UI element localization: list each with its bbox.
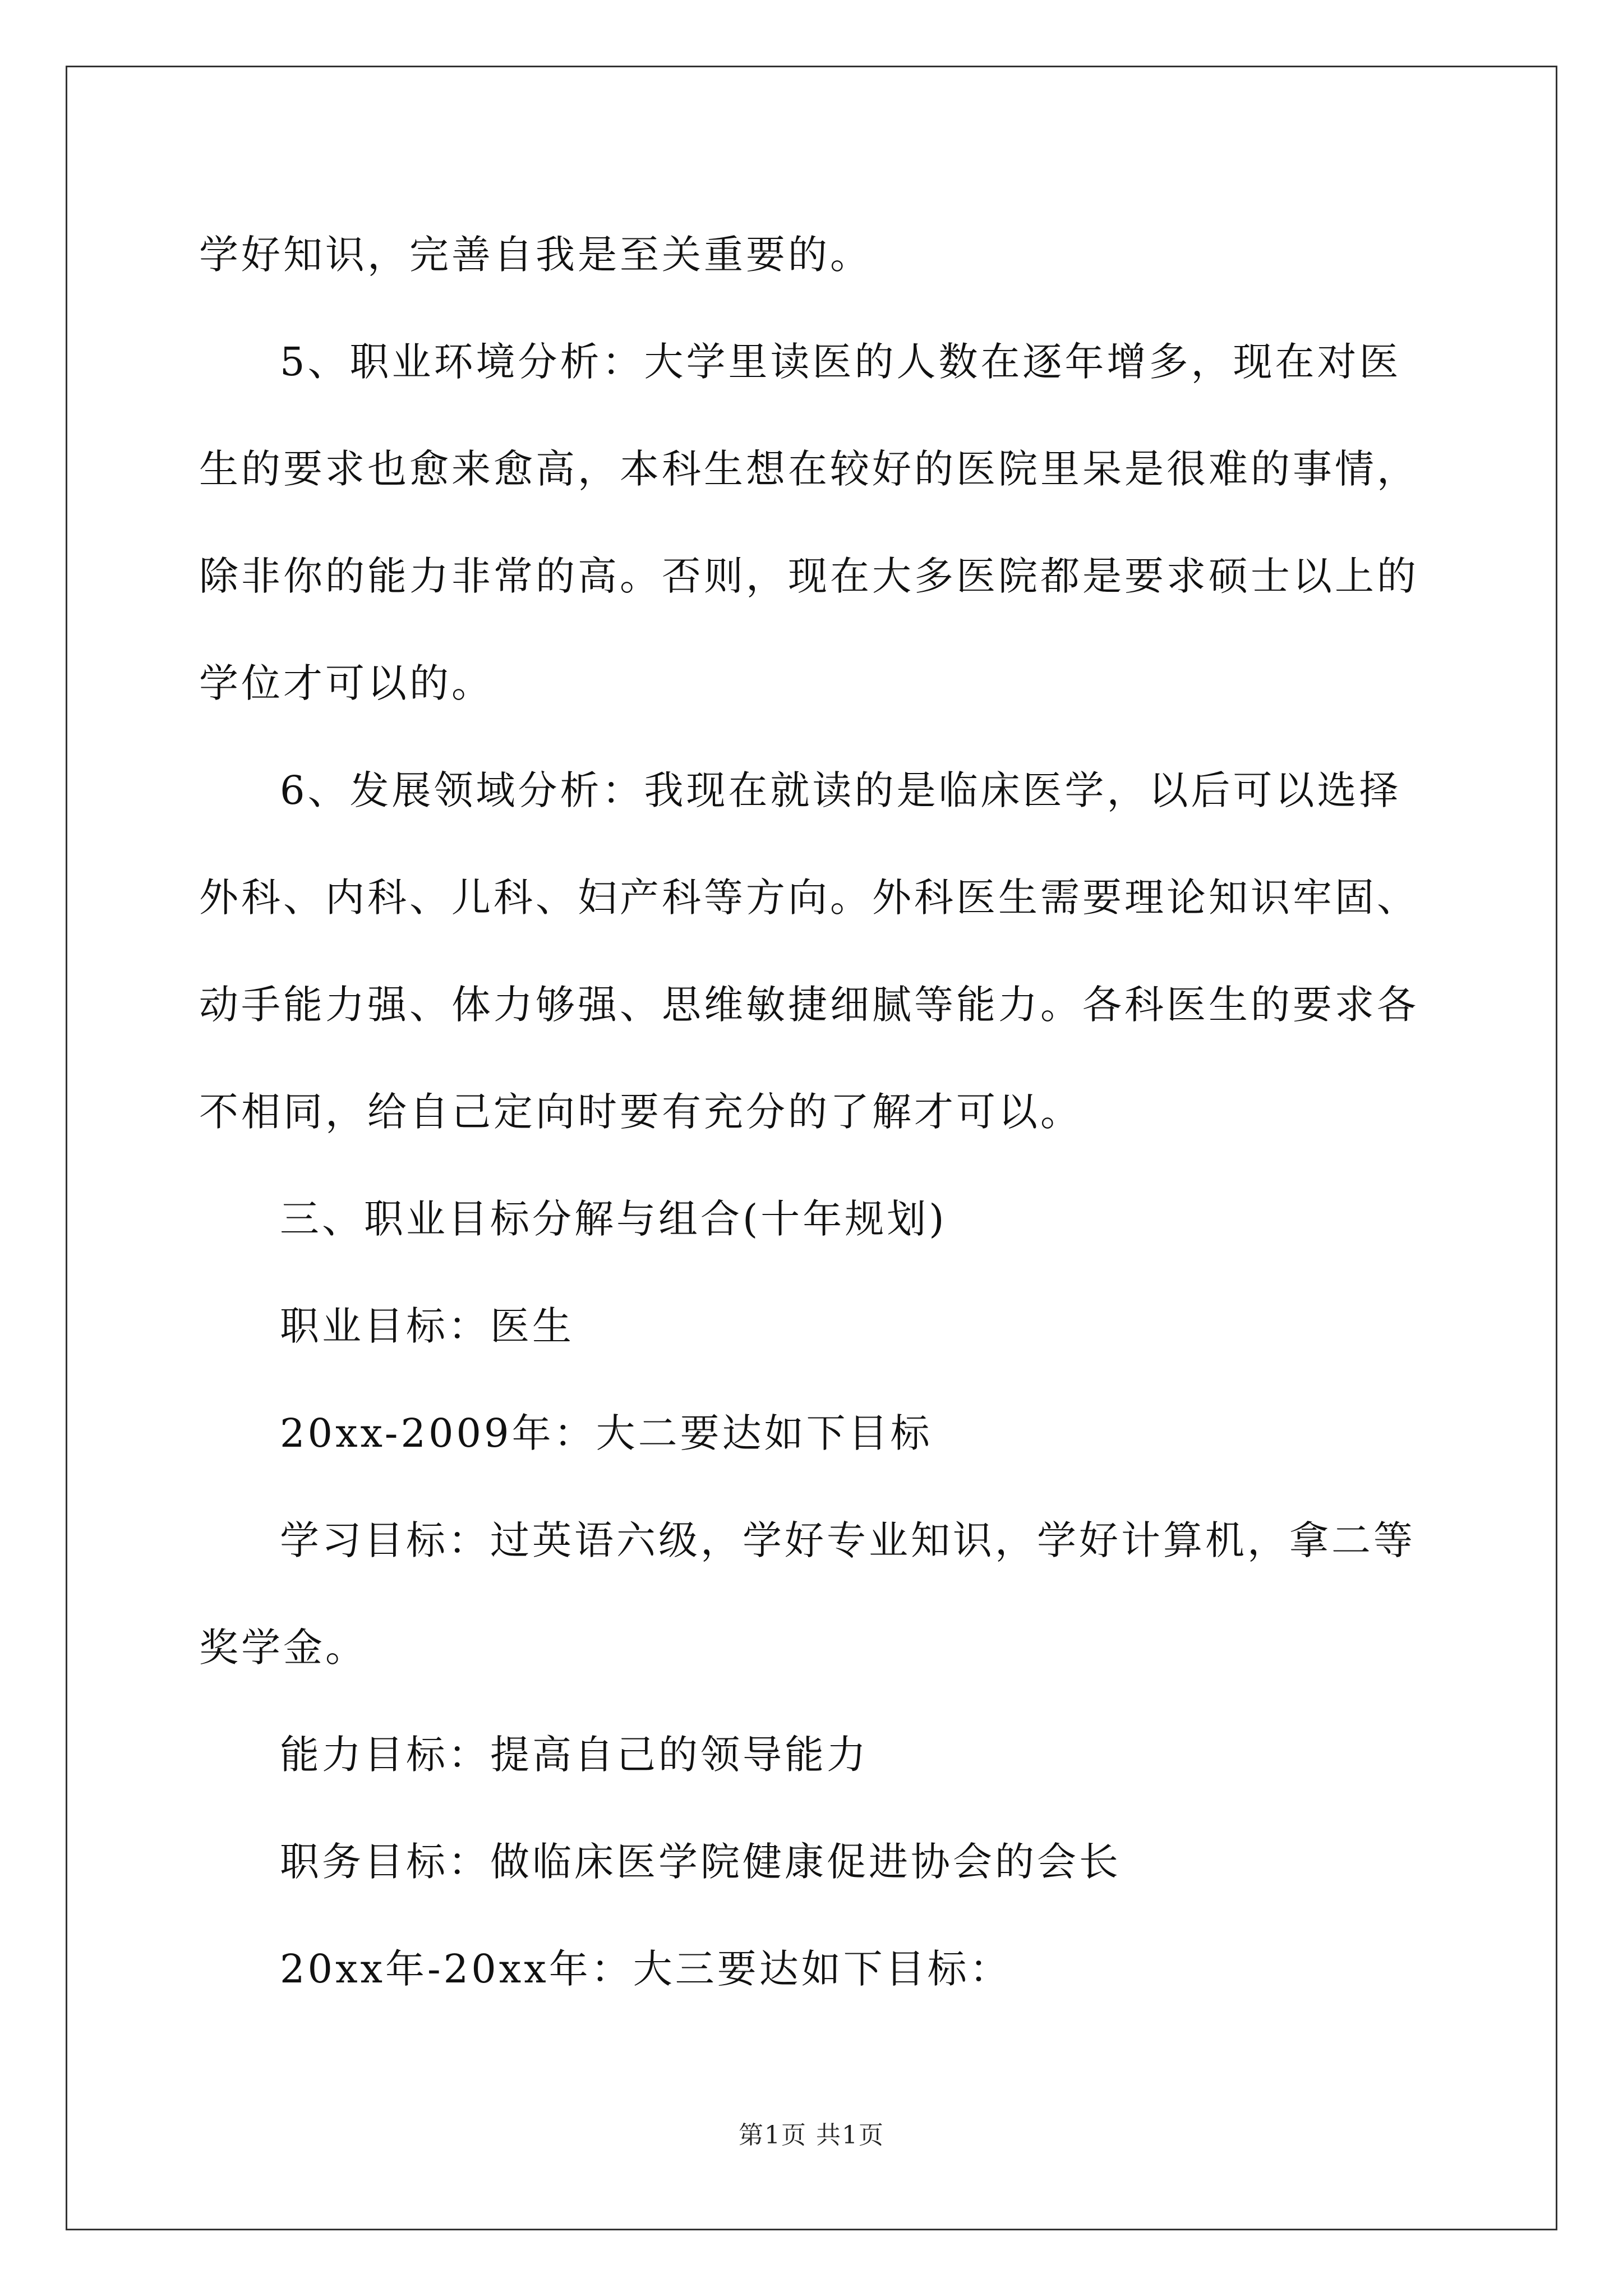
paragraph-3: 6、发展领域分析：我现在就读的是临床医学，以后可以选择外科、内科、儿科、妇产科等方向。外科医生需要理论知识牢固、动手能力强、体力够强、思维敏捷细腻等能力。各科医生的要求各不相同，给自己定向时要有充分的了解才可以。 [199, 767, 1419, 1135]
section-heading: 三、职业目标分解与组合(十年规划) [280, 1196, 947, 1242]
paragraph-study-goal: 学习目标：过英语六级，学好专业知识，学好计算机，拿二等奖学金。 [199, 1517, 1415, 1671]
paragraph-position-goal: 职务目标：做临床医学院健康促进协会的会长 [280, 1839, 1121, 1885]
paragraph-1: 学好知识，完善自我是至关重要的。 [199, 232, 872, 278]
paragraph-ability-goal: 能力目标：提高自己的领导能力 [280, 1732, 869, 1778]
paragraph-period-2: 20xx年-20xx年：大三要达如下目标： [280, 1946, 1012, 1992]
page-footer: 第1页 共1页 [739, 2121, 884, 2150]
document-body [199, 201, 1427, 2023]
paragraph-period-1: 20xx-2009年：大二要达如下目标 [280, 1410, 933, 1456]
paragraph-career-goal: 职业目标：医生 [280, 1303, 574, 1349]
paragraph-2: 5、职业环境分析：大学里读医的人数在逐年增多，现在对医生的要求也愈来愈高，本科生想在较好的医院里呆是很难的事情，除非你的能力非常的高。否则，现在大多医院都是要求硕士以上的学位才可以的。 [199, 339, 1419, 706]
